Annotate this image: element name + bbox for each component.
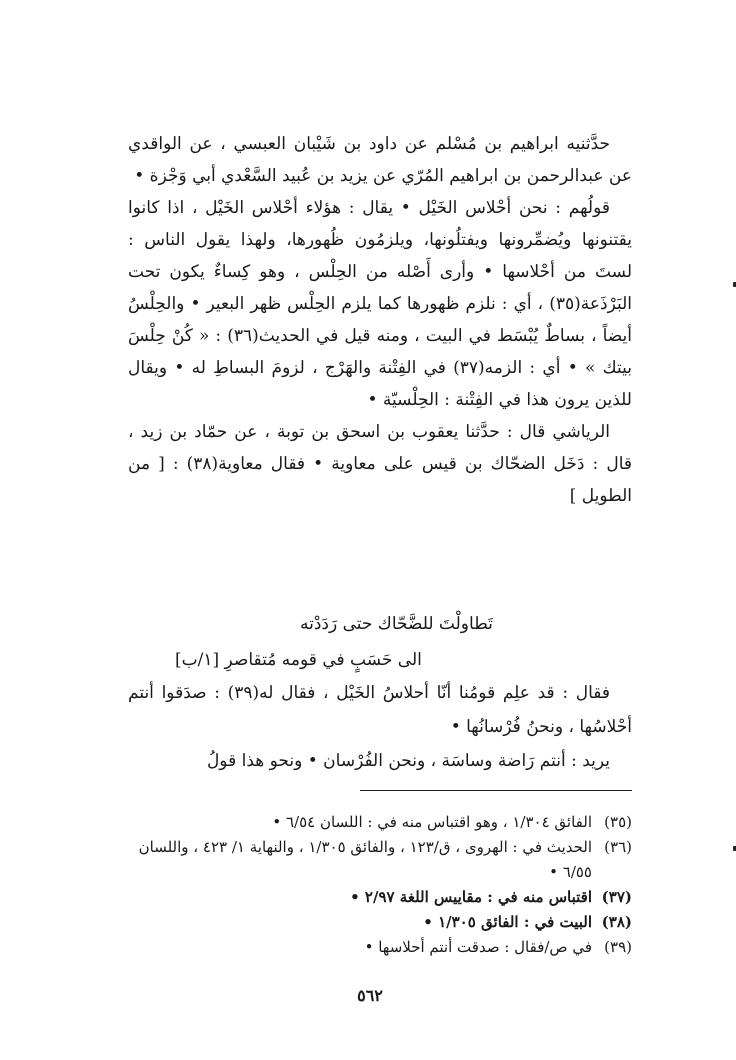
paragraph-explanation: يريد : أنتم رَاضة وساسَة ، ونحن الفُرْسان • ونحو هذا قولُ — [206, 751, 610, 771]
main-text — [128, 128, 632, 512]
paragraph-riyashi: الرياشي قال : حدَّثنا يعقوب بن اسحق بن توبة ، عن حمّاد بن زيد ، قال : دَخَل الضحّاك بن قيس على معاوية • فقال معاوية(٣٨) : [ من الطويل ] — [128, 422, 632, 506]
footnote-37 — [128, 885, 632, 910]
footnote-number: (٣٩) — [604, 938, 632, 956]
footnote-36 — [128, 835, 632, 885]
verse-line-1: تَطاولْتَ للضَّحّاك حتى رَدَدْته — [300, 614, 493, 634]
footnote-number: (٣٨) — [601, 913, 632, 931]
footnote-number: (٣٦) — [604, 838, 632, 856]
footnote-separator — [360, 790, 632, 791]
paragraph-reply: فقال : قد علِم قومُنا أنّا أحلاسُ الخَيْل ، فقال له(٣٩) : صدَقوا أنتم أحْلاسُها ، ونحنُ فُرْسانُها • — [128, 683, 632, 737]
paragraph-isnad: حدَّثنيه ابراهيم بن مُسْلم عن داود بن شَيْبان العبسي ، عن الواقدي عن عبدالرحمن بن ابراهيم المُرّي عن يزيد بن عُبيد السَّعْدي أبي وَجْزة • — [128, 134, 632, 186]
footnote-number: (٣٧) — [601, 888, 632, 906]
footnote-text: الحديث في : الهروى ، ق/١٢٣ ، والفائق ١/٣٠٥ ، والنهاية ١/ ٤٢٣ ، واللسان ٦/٥٥ • — [138, 838, 592, 881]
footnote-text: الفائق ١/٣٠٤ ، وهو اقتباس منه في : اللسان ٦/٥٤ • — [272, 813, 592, 831]
verse-line-2: الى حَسَبٍ في قومه مُتقاصرِ [١/ب] — [175, 650, 422, 670]
footnote-35 — [128, 810, 632, 835]
footnote-text: في ص/فقال : صدقت أنتم أحلاسها • — [364, 938, 592, 956]
page-number: ٥٦٢ — [357, 986, 383, 1005]
footnote-text: اقتباس منه في : مقاييس اللغة ٢/٩٧ • — [350, 888, 592, 906]
footnote-38 — [128, 910, 632, 935]
paragraph-ahlas: قولُهم : نحن أحْلاس الخَيْل • يقال : هؤلاء أحْلاس الخَيْل ، اذا كانوا يقتنونها ويُضمِّرونها ويفتلُونها، ويلزمُون ظُهورها، ولهذا يقول الناس : لستَ من أحْلاسها • وأرى أَصْله من الحِلْس ، وهو كِساءٌ يكون تحت البَرْذَعة(٣٥) ، أي : نلزم ظهورها كما يلزم الحِلْس ظهر البعير • والحِلْسُ أيضاً ، بساطٌ يُبْسَط في البيت ، ومنه قيل في الحديث(٣٦) : « كُنْ حِلْسَ بيتك » • أي : الزمه(٣٧) في الفِتْنة والهَرْج ، لزومَ البساطِ له • ويقال للذين يرون هذا في الفِتْنة : الحِلْسيّة • — [128, 198, 632, 410]
after-verse-text — [128, 676, 632, 778]
footnotes — [128, 810, 632, 960]
footnote-39 — [128, 935, 632, 960]
footnote-text: البيت في : الفائق ١/٣٠٥ • — [423, 913, 592, 931]
footnote-number: (٣٥) — [604, 813, 632, 831]
